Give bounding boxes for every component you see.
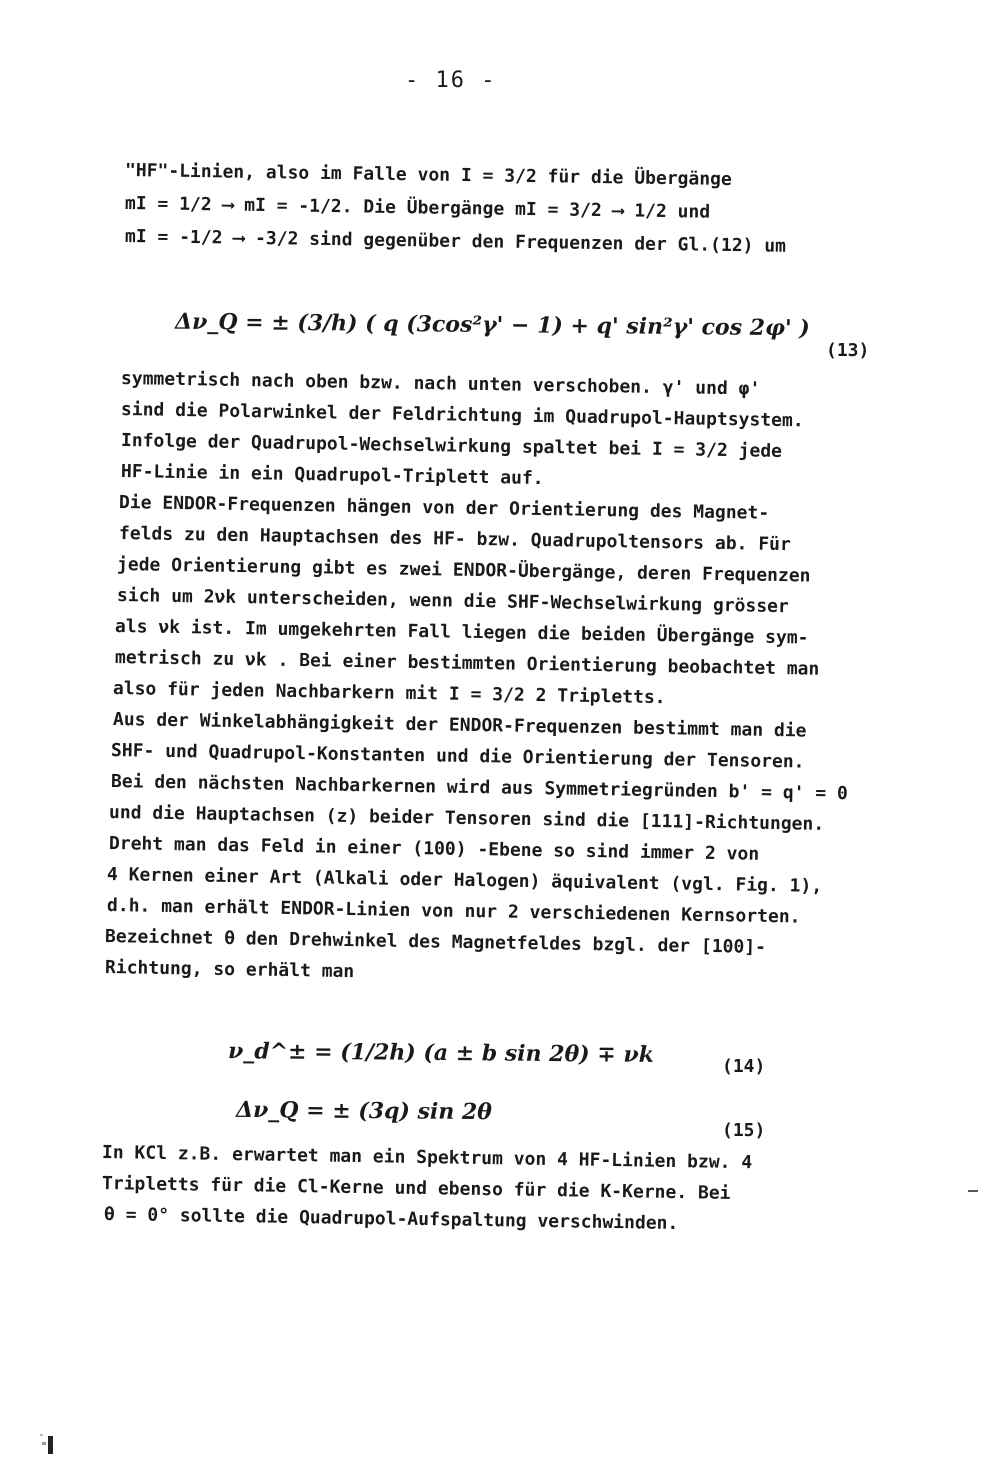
text-line: felds zu den Hauptachsen des HF- bzw. Quadrupoltensors ab. Für: [118, 523, 791, 556]
text-line: mI = -1/2 ⟶ -3/2 sind gegenüber den Frequenzen der Gl.(12) um: [124, 226, 787, 257]
text-line: sich um 2νk unterscheiden, wenn die SHF-Wechselwirkung grösser: [116, 585, 789, 618]
equation-13: Δν_Q = ± (3/h) ( q (3cos²γ' − 1) + q' sin²γ' cos 2φ' ): [174, 308, 810, 342]
text-line: Die ENDOR-Frequenzen hängen von der Orientierung des Magnet-: [118, 492, 770, 524]
text-line: jede Orientierung gibt es zwei ENDOR-Übergänge, deren Frequenzen: [116, 554, 811, 587]
text-line: d.h. man erhält ENDOR-Linien von nur 2 verschiedenen Kernsorten.: [106, 895, 801, 928]
equation-15-number: (15): [722, 1120, 766, 1141]
scan-artifact-icon: [38, 1430, 54, 1456]
equation-13-number: (13): [826, 340, 870, 361]
text-line: In KCl z.B. erwartet man ein Spektrum von 4 HF-Linien bzw. 4: [101, 1142, 753, 1174]
page-number: - 16 -: [405, 68, 497, 93]
text-line: 4 Kernen einer Art (Alkali oder Halogen) äquivalent (vgl. Fig. 1),: [106, 864, 823, 897]
text-line: mI = 1/2 ⟶ mI = -1/2. Die Übergänge mI = 3/2 ⟶ 1/2 und: [124, 193, 711, 223]
text-line: Aus der Winkelabhängigkeit der ENDOR-Frequenzen bestimmt man die: [112, 709, 807, 742]
text-line: "HF"-Linien, also im Falle von I = 3/2 für die Übergänge: [124, 160, 732, 191]
text-line: Infolge der Quadrupol-Wechselwirkung spaltet bei I = 3/2 jede: [120, 430, 783, 462]
text-line: Bei den nächsten Nachbarkernen wird aus Symmetriegründen b' = q' = 0: [110, 771, 848, 805]
text-line: HF-Linie in ein Quadrupol-Triplett auf.: [120, 461, 544, 490]
text-line: Bezeichnet θ den Drehwinkel des Magnetfeldes bzgl. der [100]-: [104, 926, 767, 958]
margin-mark: [968, 1190, 978, 1192]
text-line: SHF- und Quadrupol-Konstanten und die Orientierung der Tensoren.: [110, 740, 805, 773]
text-line: Dreht man das Feld in einer (100) -Ebene so sind immer 2 von: [108, 833, 760, 865]
text-line: und die Hauptachsen (z) beider Tensoren sind die [111]-Richtungen.: [108, 802, 825, 835]
text-line: θ = 0° sollte die Quadrupol-Aufspaltung verschwinden.: [103, 1204, 679, 1235]
text-line: symmetrisch nach oben bzw. nach unten verschoben. γ' und φ': [120, 368, 761, 400]
text-line: also für jeden Nachbarkern mit I = 3/2 2 Tripletts.: [112, 678, 666, 709]
equation-14: ν_d^± = (1/2h) (a ± b sin 2θ) ∓ νk: [227, 1038, 655, 1068]
equation-14-number: (14): [722, 1056, 766, 1077]
text-line: metrisch zu νk . Bei einer bestimmten Orientierung beobachtet man: [114, 647, 820, 680]
text-line: Tripletts für die Cl-Kerne und ebenso für die K-Kerne. Bei: [101, 1173, 731, 1204]
text-line: als νk ist. Im umgekehrten Fall liegen die beiden Übergänge sym-: [114, 616, 809, 649]
equation-15: Δν_Q = ± (3q) sin 2θ: [235, 1096, 492, 1126]
text-line: Richtung, so erhält man: [104, 957, 355, 983]
text-line: sind die Polarwinkel der Feldrichtung im Quadrupol-Hauptsystem.: [120, 399, 804, 432]
